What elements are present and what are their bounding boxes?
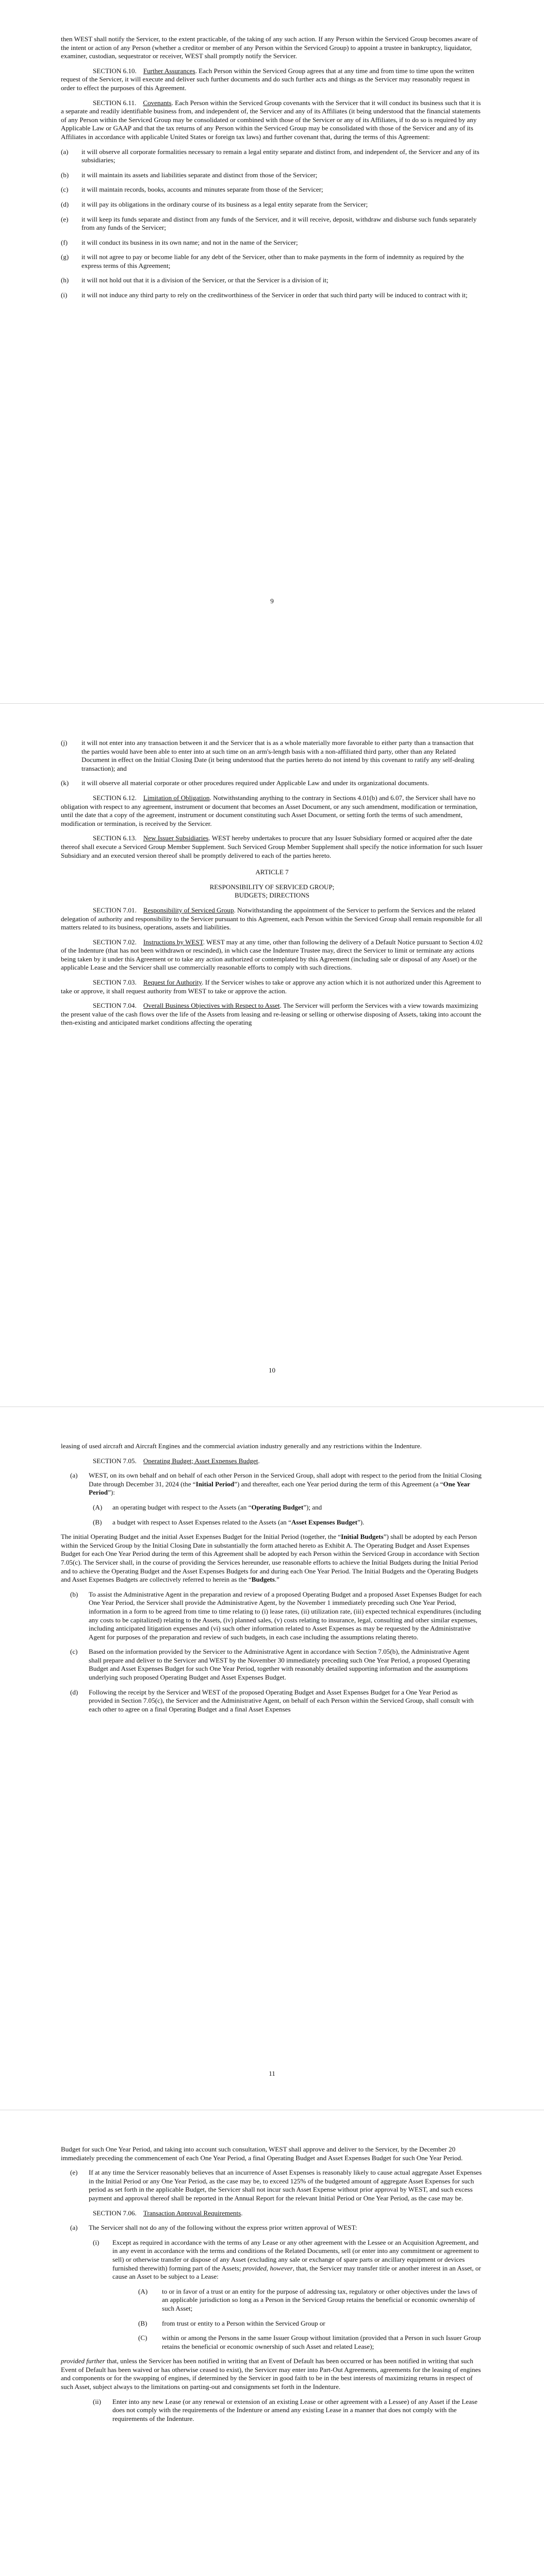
- section-heading: Operating Budget; Asset Expenses Budget: [143, 1456, 258, 1465]
- italic-text: provided, however: [242, 2264, 293, 2272]
- item-marker: (A): [138, 2287, 148, 2295]
- item-marker: (d): [70, 1688, 78, 1696]
- section-number: SECTION 7.03.: [93, 978, 137, 987]
- item-marker: (i): [61, 291, 68, 299]
- item-text: from trust or entity to a Person within the Serviced Group or: [162, 2319, 325, 2327]
- list-item: [61, 2224, 483, 2232]
- section-number: SECTION 7.06.: [93, 2209, 137, 2217]
- list-item: [61, 276, 483, 285]
- list-item: [138, 2319, 483, 2328]
- defined-term: One Year Period: [89, 1480, 470, 1497]
- item-text: it will not induce any third party to rely on the creditworthiness of the Servicer in order that such third party will be induced to contract with it;: [81, 291, 468, 299]
- section-text: .: [241, 2209, 243, 2217]
- item-text: it will observe all material corporate or other procedures required under Applicable Law and under its organizational documents.: [81, 779, 429, 787]
- list-item: [61, 1648, 483, 1682]
- list-item: [61, 1688, 483, 1714]
- section-number: SECTION 7.05.: [93, 1456, 137, 1465]
- list-item: [61, 291, 483, 300]
- defined-term: Operating Budget: [251, 1503, 304, 1511]
- item-text: ”).: [357, 1518, 365, 1526]
- list-item: [138, 2287, 483, 2313]
- section-heading: Covenants: [143, 98, 172, 107]
- item-marker: (B): [93, 1518, 102, 1526]
- item-text: ”) and thereafter, each one Year period during the term of this Agreement (a “: [234, 1480, 443, 1488]
- list-item: [61, 239, 483, 247]
- section-7-04: [61, 1002, 483, 1027]
- item-text: To assist the Administrative Agent in the preparation and review of a proposed Operating Budget and a proposed Asset Expenses Budget for each One Year Period, the Servicer shall provide the Administrative Agent, by the November 1 immediately preceding such One Year Period, information in a form to be agreed from time to time relating to (i) lease rates, (ii) utilization rate, (iii) expected technical expenditures (including any costs to be capitalized) relating to the Assets, (iv) planned sales, (v) costs relating to insurance, legal, consulting and other similar expenses, including anticipated litigation expenses and (vi) such other information related to Asset Expenses as may be requested by the Administrative Agent for purposes of the preparation and review of such budgets, in each case including the assumptions relating thereto.: [89, 1590, 482, 1641]
- item-marker: (B): [138, 2319, 147, 2327]
- section-text: . WEST may at any time, other than following the delivery of a Default Notice pursuant to Section 4.02 of the Indenture (that has not been withdrawn or rescinded), in which case the Indenture Trustee may, direct the Servicer to limit or terminate any actions being taken by it under this Agreement or to take any action authorized or contemplated by this Agreement (including sale or disposal of any Asset) or the applicable Lease and the Servicer shall use commercially reasonable efforts to comply with such directions.: [61, 938, 483, 972]
- defined-term: Initial Period: [195, 1480, 235, 1488]
- list-item: [61, 200, 483, 209]
- list-item: [61, 739, 483, 773]
- list-item: [61, 779, 483, 788]
- italic-text: provided further: [61, 2357, 105, 2365]
- item-text: Except as required in accordance with the terms of any Lease or any other agreement with the Lessee or an Acquisition Agreement, and in any event in accordance with the terms and conditions of the Related Documents, sell (or enter into any commitment or agreement to sell) or otherwise transfer or dispose of any Asset (excluding any sale or exchange of spare parts or ancillary equipment or devices furnished therewith) forming part of the Assets;: [112, 2238, 479, 2272]
- item-text: within or among the Persons in the same Issuer Group without limitation (provided that a Person in such Issuer Group retains the beneficial or economic ownership of such Asset and related Lease);: [162, 2334, 481, 2350]
- section-number: SECTION 7.04.: [93, 1002, 137, 1010]
- document-page: [0, 1406, 544, 2110]
- section-number: SECTION 7.02.: [93, 938, 137, 946]
- page-number: 11: [269, 2070, 275, 2077]
- item-text: it will maintain records, books, accounts and minutes separate from those of the Servicer;: [81, 185, 323, 194]
- paragraph-text: The initial Operating Budget and the initial Asset Expenses Budget for the Initial Period (together, the “: [61, 1533, 341, 1541]
- item-text: it will maintain its assets and liabilities separate and distinct from those of the Servicer;: [81, 171, 318, 179]
- list-item: [93, 1503, 483, 1512]
- section-number: SECTION 6.12.: [93, 793, 137, 802]
- item-marker: (C): [138, 2334, 147, 2342]
- item-marker: (e): [70, 2168, 78, 2177]
- list-item: [61, 185, 483, 194]
- item-marker: (a): [70, 1471, 78, 1480]
- list-item: [61, 1471, 483, 1497]
- section-heading: Instructions by WEST: [143, 938, 203, 946]
- item-marker: (d): [61, 200, 69, 208]
- section-6-13: [61, 834, 483, 860]
- item-marker: (A): [93, 1503, 103, 1511]
- section-heading: Transaction Approval Requirements: [143, 2209, 241, 2217]
- item-marker: (h): [61, 276, 69, 284]
- item-text: to or in favor of a trust or an entity for the purpose of addressing tax, regulatory or other objectives under the laws of an applicable jurisdiction so long as a Person in the Serviced Group retains the beneficial or economic ownership of such Asset;: [162, 2287, 477, 2312]
- section-number: SECTION 6.10.: [93, 66, 137, 75]
- section-text: . The Servicer will perform the Services with a view towards maximizing the present value of the cash flows over the life of the Assets from leasing and re-leasing or selling or otherwise disposing of Assets, taking into account the then-existing and anticipated market conditions affecting the operating: [61, 1002, 482, 1027]
- paragraph: leasing of used aircraft and Aircraft Engines and the commercial aviation industry generally and any restrictions within the Indenture.: [61, 1442, 422, 1450]
- item-marker: (b): [61, 171, 69, 179]
- item-text: , that, the Servicer may transfer title or another interest in an Asset, or cause an Asset to be subject to a Lease:: [112, 2264, 481, 2281]
- section-heading: Further Assurances: [143, 66, 195, 75]
- item-marker: (c): [70, 1648, 78, 1656]
- document-page: [0, 0, 544, 703]
- section-text: . Each Person within the Serviced Group agrees that at any time and from time to time upon the written request of the Servicer, it will execute and deliver such further documents and do such further acts and things as the Servicer may reasonably request in order to effect the purposes of this Agreement.: [61, 66, 474, 92]
- section-text: . Each Person within the Serviced Group covenants with the Servicer that it will conduct its business such that it is a separate and readily identifiable business from, and independent of, the Servicer and any of its Affiliates (it being understood that the financial statements of any Person within the Serviced Group may be consolidated or combined with those of the Servicer or any of its Affiliates, if to do so is required by any Applicable Law or GAAP and that the tax returns of any Person within the Serviced Group may be consolidated with those of the Servicer and any of its Affiliates in accordance with applicable United States or foreign tax laws) and further covenant that, during the terms of this Agreement:: [61, 98, 481, 141]
- item-text: The Servicer shall not do any of the following without the express prior written approval of WEST:: [89, 2224, 357, 2232]
- article-subtitle: RESPONSIBILITY OF SERVICED GROUP;: [209, 883, 335, 891]
- section-heading: Limitation of Obligation: [143, 793, 210, 802]
- item-text: it will conduct its business in its own name; and not in the name of the Servicer;: [81, 238, 298, 246]
- item-marker: (ii): [93, 2397, 101, 2405]
- item-text: it will keep its funds separate and distinct from any funds of the Servicer, and it will receive, deposit, withdraw and disburse such funds separately from any funds of the Servicer;: [81, 215, 477, 232]
- paragraph: [61, 2357, 483, 2391]
- paragraph-text: .”: [274, 1575, 279, 1584]
- item-text: Following the receipt by the Servicer and WEST of the proposed Operating Budget and Asset Expenses Budget for a One Year Period as provided in Section 7.05(c), the Servicer and the Administrative Agent, on behalf of each Person within the Serviced Group, shall consult with each other to agree on a final Operating Budget and a final Asset Expenses: [89, 1688, 474, 1713]
- document-page: [0, 2110, 544, 2576]
- defined-term: Initial Budgets: [341, 1533, 384, 1541]
- paragraph: [61, 1533, 483, 1584]
- list-item: [93, 2398, 483, 2424]
- item-text: an operating budget with respect to the Assets (an “: [112, 1503, 252, 1511]
- section-number: SECTION 7.01.: [93, 906, 137, 914]
- defined-term: Budgets: [251, 1575, 275, 1584]
- list-item: [138, 2334, 483, 2351]
- list-item: [61, 253, 483, 270]
- item-marker: (a): [61, 147, 69, 156]
- item-marker: (k): [61, 779, 69, 787]
- item-text: ”):: [108, 1488, 115, 1497]
- item-text: a budget with respect to Asset Expenses related to the Assets (an “: [112, 1518, 291, 1526]
- item-text: it will not enter into any transaction between it and the Servicer that is as a whole materially more favorable to either party than a transaction that the parties would have been able to enter into at such time on an arm's-length basis with a non-affiliated third party, other than any Related Document in effect on the Initial Closing Date (it being understood that the parties hereto do not intend by this covenant to ratify any self-dealing transaction); and: [81, 739, 474, 772]
- section-heading: Responsibility of Serviced Group: [143, 906, 234, 914]
- section-number: SECTION 6.13.: [93, 834, 137, 842]
- paragraph: Budget for such One Year Period, and taking into account such consultation, WEST shall approve and deliver to the Servicer, by the December 20 immediately preceding the commencement of each One Year Period, a final Operating Budget and Asset Expenses Budget for such One Year Period.: [61, 2145, 463, 2162]
- item-text: WEST, on its own behalf and on behalf of each other Person in the Serviced Group, shall adopt with respect to the period from the Initial Closing Date through December 31, 2024 (the “: [89, 1471, 482, 1488]
- paragraph-text: that, unless the Servicer has been notified in writing that an Event of Default has been occurred or has been notified in writing that such Event of Default has been waived or has otherwise ceased to exist), the Servicer may enter into Part-Out Agreements, agreements for the leasing of engines and components or for the swapping of engines, if determined by the Servicer in good faith to be in the best interests of maximizing returns in respect of such Asset, subject always to the limitations on parting-out and consignments set forth in the Indenture.: [61, 2357, 481, 2391]
- paragraph-text: ”) shall be adopted by each Person within the Serviced Group by the Initial Closing Date in substantially the form attached hereto as Exhibit A. The Operating Budget and Asset Expenses Budget for each One Year Period during the term of this Agreement shall be adopted by each Person within the Serviced Group in accordance with Section 7.05(c). The Servicer shall, in the course of providing the Services hereunder, use reasonable efforts to achieve the Initial Budgets during the Initial Period and to achieve the Operating Budget and the Asset Expenses Budgets for and during each One Year Period. The Initial Budgets and the Operating Budgets and Asset Expenses Budgets are collectively referred to herein as the “: [61, 1533, 480, 1584]
- list-item: [93, 1518, 483, 1527]
- list-item: [93, 2239, 483, 2281]
- section-text: . Notwithstanding anything to the contrary in Sections 4.01(b) and 6.07, the Servicer shall have no obligation with respect to any agreement, instrument or document that becomes an Asset Document, or any such amendment, modification or termination, until the date that a copy of the agreement, instrument or document constituting such Asset Document, or setting forth the terms of such amendment, modification or termination, is received by the Servicer.: [61, 793, 477, 827]
- item-text: If at any time the Servicer reasonably believes that an incurrence of Asset Expenses is reasonably likely to cause actual aggregate Asset Expenses in the Initial Period or any One Year Period, as the case may be, to exceed 125% of the budgeted amount of aggregate Asset Expenses for such period as set forth in the applicable Budget, the Servicer shall not incur such Asset Expense without prior approval by WEST, and such excess payment and approval thereof shall be reported in the Annual Report for the relevant Initial Period or One Year Period, as the case may be.: [89, 2168, 482, 2202]
- page-number: 10: [268, 1366, 276, 1374]
- section-6-10: [61, 67, 483, 93]
- section-heading: Request for Authority: [143, 978, 202, 987]
- section-7-01: [61, 906, 483, 932]
- section-7-03: [61, 978, 483, 995]
- document-page: [0, 703, 544, 1406]
- page-number: 9: [270, 597, 274, 605]
- item-marker: (e): [61, 215, 69, 223]
- item-text: it will not hold out that it is a division of the Servicer, or that the Servicer is a division of it;: [81, 276, 328, 284]
- item-marker: (j): [61, 739, 68, 747]
- item-text: Enter into any new Lease (or any renewal or extension of an existing Lease or other agreement with a Lessee) of any Asset if the Lease does not comply with the requirements of the Indenture or amend any existing Lease in a manner that does not comply with the requirements of the Indenture.: [112, 2397, 477, 2422]
- item-marker: (i): [93, 2238, 100, 2246]
- item-text: ”); and: [303, 1503, 322, 1511]
- list-item: [61, 148, 483, 165]
- paragraph: then WEST shall notify the Servicer, to the extent practicable, of the taking of any such action. If any Person within the Serviced Group becomes aware of the intent or action of any Person (whether a creditor or member of any Person within the Serviced Group) to appoint a trustee in bankruptcy, liquidator, examiner, custodian, sequestrator or receiver, WEST shall promptly notify the Servicer.: [61, 35, 478, 60]
- item-text: it will observe all corporate formalities necessary to remain a legal entity separate and distinct from, and independent of, the Servicer and any of its subsidiaries;: [81, 147, 480, 164]
- section-text: .: [258, 1456, 260, 1465]
- section-6-12: [61, 794, 483, 828]
- list-item: [61, 171, 483, 180]
- section-number: SECTION 6.11.: [93, 98, 137, 107]
- item-marker: (g): [61, 253, 69, 261]
- list-item: [61, 1590, 483, 1642]
- section-6-11: [61, 99, 483, 142]
- item-marker: (f): [61, 238, 68, 246]
- item-marker: (a): [70, 2224, 78, 2232]
- section-text: . Notwithstanding the appointment of the Servicer to perform the Services and the related delegation of authority and responsibility to the Servicer pursuant to this Agreement, each Person within the Serviced Group shall remain responsible for all matters related to its business, operations, assets and liabilities.: [61, 906, 483, 931]
- section-heading: New Issuer Subsidiaries: [143, 834, 209, 842]
- section-text: . WEST hereby undertakes to procure that any Issuer Subsidiary formed or acquired after the date thereof shall execute a Serviced Group Member Supplement. Such Serviced Group Member Supplement shall specify the notice information for such Issuer Subsidiary and an executed version thereof shall be promptly delivered to each of the parties hereto.: [61, 834, 483, 859]
- item-marker: (c): [61, 185, 69, 194]
- item-text: it will not agree to pay or become liable for any debt of the Servicer, other than to make payments in the form of indemnity as required by the express terms of this Agreement;: [81, 253, 464, 269]
- section-heading: Overall Business Objectives with Respect to Asset: [143, 1002, 280, 1010]
- defined-term: Asset Expenses Budget: [291, 1518, 357, 1526]
- section-7-05: [61, 1457, 483, 1466]
- section-7-06: [61, 2209, 483, 2218]
- item-marker: (b): [70, 1590, 78, 1598]
- section-text: . If the Servicer wishes to take or approve any action which it is not authorized under this Agreement to take or approve, it shall request authority from WEST to take or approve the action.: [61, 978, 481, 995]
- item-text: it will pay its obligations in the ordinary course of its business as a legal entity separate from the Servicer;: [81, 200, 368, 208]
- article-subtitle: BUDGETS; DIRECTIONS: [234, 891, 310, 900]
- section-7-02: [61, 938, 483, 972]
- article-title: ARTICLE 7: [255, 868, 289, 876]
- item-text: Based on the information provided by the Servicer to the Administrative Agent in accordance with Section 7.05(b), the Administrative Agent shall prepare and deliver to the Servicer and WEST by the November 30 immediately preceding such One Year Period, a proposed Operating Budget and Asset Expenses Budget for such One Year Period, together with reasonably detailed supporting information and the assumptions underlying such proposed Operating Budget and Asset Expenses Budget.: [89, 1648, 470, 1682]
- list-item: [61, 2168, 483, 2202]
- list-item: [61, 215, 483, 232]
